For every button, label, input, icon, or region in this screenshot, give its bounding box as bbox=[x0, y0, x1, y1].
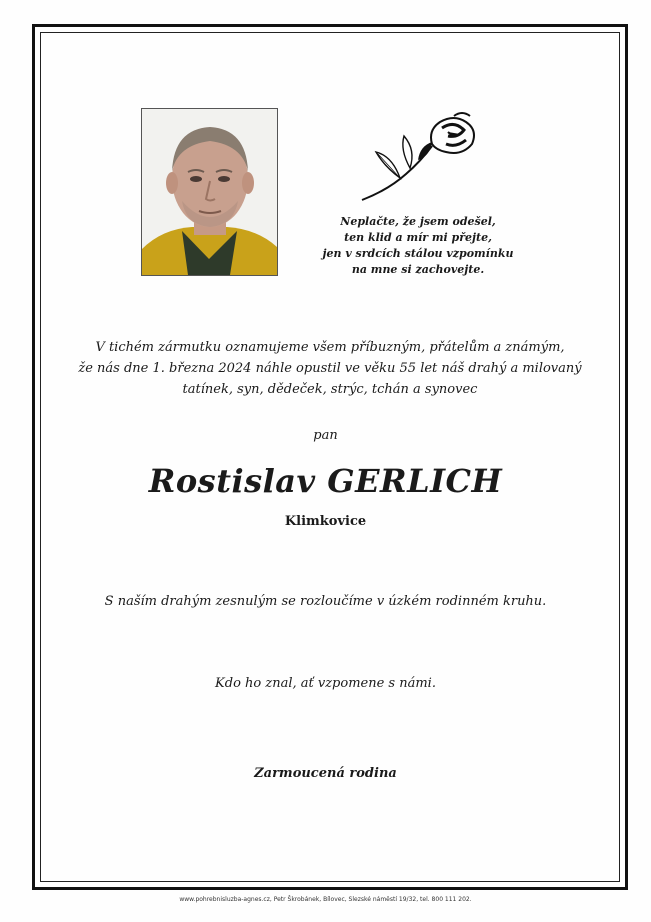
memorial-verse bbox=[318, 214, 518, 278]
death-announcement bbox=[60, 337, 600, 400]
remembrance-line: Kdo ho znal, ať vzpomene s námi. bbox=[215, 676, 436, 691]
family-signature: Zarmoucená rodina bbox=[254, 766, 397, 781]
verse-line: ten klid a mír mi přejte, bbox=[344, 231, 492, 244]
portrait-image bbox=[142, 109, 277, 275]
deceased-hometown: Klimkovice bbox=[284, 514, 367, 529]
deceased-name: Rostislav GERLICH bbox=[148, 462, 503, 500]
verse-line: Neplačte, že jsem odešel, bbox=[340, 215, 496, 228]
farewell-notice: S naším drahým zesnulým se rozloučíme v úzkém rodinném kruhu. bbox=[104, 594, 547, 609]
honorific-title: pan bbox=[313, 428, 338, 443]
announcement-line: tatínek, syn, dědeček, strýc, tchán a synovec bbox=[182, 382, 478, 397]
announcement-line: V tichém zármutku oznamujeme všem příbuzným, přátelům a známým, bbox=[95, 340, 565, 355]
deceased-portrait-photo bbox=[141, 108, 278, 276]
verse-line: na mne si zachovejte. bbox=[351, 263, 485, 276]
rose-ornament bbox=[358, 108, 488, 208]
inner-mourning-border bbox=[40, 32, 620, 882]
funeral-service-footer: www.pohrebnisluzba-agnes.cz, Petr Škrobánek, Bílovec, Slezské náměstí 19/32, tel. 800 111 202. bbox=[179, 896, 472, 903]
announcement-line: že nás dne 1. března 2024 náhle opustil ve věku 55 let náš drahý a milovaný bbox=[78, 361, 582, 376]
verse-line: jen v srdcích stálou vzpomínku bbox=[322, 247, 514, 260]
rose-icon bbox=[358, 108, 488, 208]
